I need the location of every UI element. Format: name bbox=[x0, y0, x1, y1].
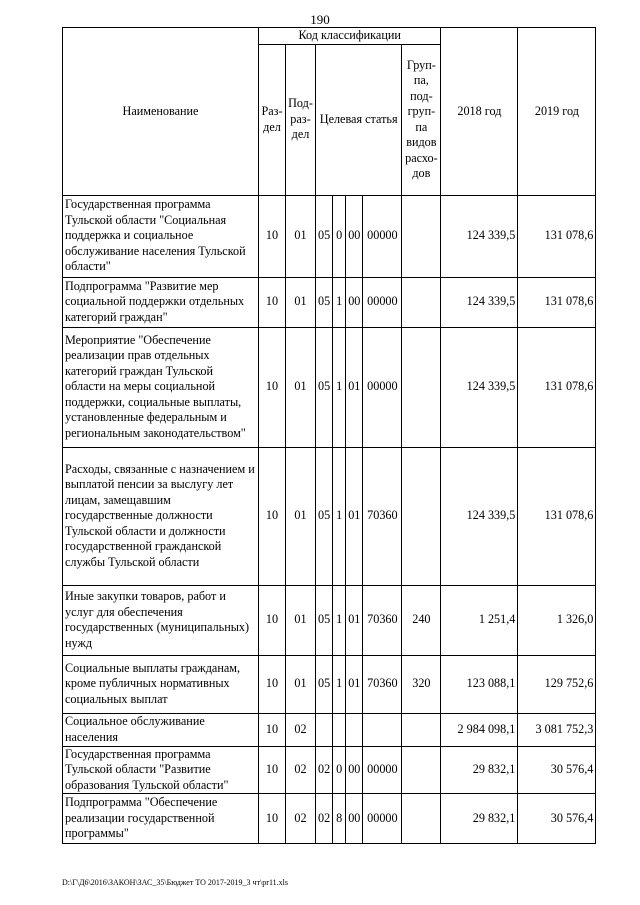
row-name: Социальное обслуживание населения bbox=[63, 713, 259, 746]
row-subsection: 01 bbox=[286, 277, 316, 327]
row-target-event: 01 bbox=[346, 655, 363, 713]
row-subsection: 01 bbox=[286, 655, 316, 713]
row-target-program: 05 bbox=[316, 447, 333, 585]
table-row bbox=[63, 794, 596, 844]
row-amount-2019: 131 078,6 bbox=[518, 447, 596, 585]
table-row bbox=[63, 447, 596, 585]
row-section: 10 bbox=[259, 655, 286, 713]
page-number: 190 bbox=[310, 12, 330, 27]
row-expense-group bbox=[402, 195, 441, 277]
header-year-2019: 2019 год bbox=[518, 28, 596, 196]
row-expense-group bbox=[402, 794, 441, 844]
row-target-subprogram bbox=[333, 713, 346, 746]
row-name: Расходы, связанные с назначением и выплатой пенсии за выслугу лет лицам, замещавшим государственные должности Тульской области и должности государственной гражданской службы Тульской области bbox=[63, 447, 259, 585]
row-section: 10 bbox=[259, 794, 286, 844]
row-name: Социальные выплаты гражданам, кроме публичных нормативных социальных выплат bbox=[63, 655, 259, 713]
row-section: 10 bbox=[259, 195, 286, 277]
row-target-subprogram: 1 bbox=[333, 655, 346, 713]
header-year-2018: 2018 год bbox=[441, 28, 518, 196]
row-amount-2019: 1 326,0 bbox=[518, 585, 596, 655]
row-target-program: 02 bbox=[316, 794, 333, 844]
row-target-subprogram: 1 bbox=[333, 277, 346, 327]
row-expense-group bbox=[402, 447, 441, 585]
table-row bbox=[63, 655, 596, 713]
row-target-event: 00 bbox=[346, 794, 363, 844]
row-target-subprogram: 1 bbox=[333, 585, 346, 655]
row-target-direction: 00000 bbox=[363, 746, 402, 794]
row-name: Иные закупки товаров, работ и услуг для обеспечения государственных (муниципальных) нужд bbox=[63, 585, 259, 655]
row-amount-2019: 30 576,4 bbox=[518, 794, 596, 844]
row-section: 10 bbox=[259, 447, 286, 585]
row-subsection: 01 bbox=[286, 327, 316, 447]
table-row bbox=[63, 746, 596, 794]
header-name: Наименование bbox=[63, 28, 259, 196]
row-target-direction: 00000 bbox=[363, 277, 402, 327]
row-amount-2018: 124 339,5 bbox=[441, 277, 518, 327]
row-amount-2018: 123 088,1 bbox=[441, 655, 518, 713]
row-target-direction: 70360 bbox=[363, 655, 402, 713]
row-expense-group bbox=[402, 746, 441, 794]
row-target-subprogram: 1 bbox=[333, 327, 346, 447]
header-subsection: Под- раз- дел bbox=[286, 44, 316, 195]
row-amount-2019: 129 752,6 bbox=[518, 655, 596, 713]
row-amount-2018: 124 339,5 bbox=[441, 447, 518, 585]
row-expense-group: 320 bbox=[402, 655, 441, 713]
row-target-subprogram: 1 bbox=[333, 447, 346, 585]
table-row bbox=[63, 195, 596, 277]
header-expense-group: Груп- па, под- груп- па видов расхо- дов bbox=[402, 44, 441, 195]
row-target-program: 05 bbox=[316, 327, 333, 447]
row-name: Мероприятие "Обеспечение реализации прав отдельных категорий граждан Тульской области на меры социальной поддержки, социальные выплаты, установленные федеральным и региональным законодательством" bbox=[63, 327, 259, 447]
row-amount-2019: 131 078,6 bbox=[518, 195, 596, 277]
row-expense-group bbox=[402, 277, 441, 327]
row-subsection: 02 bbox=[286, 794, 316, 844]
header-target-article: Целевая статья bbox=[316, 44, 402, 195]
header-section: Раз- дел bbox=[259, 44, 286, 195]
row-name: Государственная программа Тульской области "Развитие образования Тульской области" bbox=[63, 746, 259, 794]
budget-table bbox=[62, 27, 596, 844]
row-amount-2018: 124 339,5 bbox=[441, 327, 518, 447]
row-amount-2019: 131 078,6 bbox=[518, 277, 596, 327]
row-name: Подпрограмма "Обеспечение реализации государственной программы" bbox=[63, 794, 259, 844]
row-target-program: 05 bbox=[316, 277, 333, 327]
header-classification: Код классификации bbox=[259, 28, 441, 45]
row-target-event: 01 bbox=[346, 585, 363, 655]
row-section: 10 bbox=[259, 713, 286, 746]
row-expense-group: 240 bbox=[402, 585, 441, 655]
row-section: 10 bbox=[259, 277, 286, 327]
row-target-direction: 00000 bbox=[363, 794, 402, 844]
row-subsection: 02 bbox=[286, 746, 316, 794]
row-target-program: 05 bbox=[316, 195, 333, 277]
row-target-direction bbox=[363, 713, 402, 746]
row-subsection: 01 bbox=[286, 195, 316, 277]
row-target-direction: 70360 bbox=[363, 585, 402, 655]
row-expense-group bbox=[402, 327, 441, 447]
table-row bbox=[63, 327, 596, 447]
row-name: Подпрограмма "Развитие мер социальной поддержки отдельных категорий граждан" bbox=[63, 277, 259, 327]
table-row bbox=[63, 277, 596, 327]
row-target-subprogram: 8 bbox=[333, 794, 346, 844]
row-target-subprogram: 0 bbox=[333, 195, 346, 277]
row-amount-2019: 131 078,6 bbox=[518, 327, 596, 447]
row-target-direction: 70360 bbox=[363, 447, 402, 585]
row-amount-2019: 3 081 752,3 bbox=[518, 713, 596, 746]
row-amount-2018: 1 251,4 bbox=[441, 585, 518, 655]
row-target-program bbox=[316, 713, 333, 746]
row-amount-2018: 29 832,1 bbox=[441, 746, 518, 794]
row-amount-2018: 29 832,1 bbox=[441, 794, 518, 844]
row-target-event: 01 bbox=[346, 447, 363, 585]
row-name: Государственная программа Тульской области "Социальная поддержка и социальное обслуживание населения Тульской области" bbox=[63, 195, 259, 277]
table-row bbox=[63, 585, 596, 655]
row-amount-2019: 30 576,4 bbox=[518, 746, 596, 794]
row-expense-group bbox=[402, 713, 441, 746]
row-amount-2018: 2 984 098,1 bbox=[441, 713, 518, 746]
row-target-program: 05 bbox=[316, 655, 333, 713]
row-subsection: 02 bbox=[286, 713, 316, 746]
row-target-program: 02 bbox=[316, 746, 333, 794]
table-row bbox=[63, 713, 596, 746]
row-subsection: 01 bbox=[286, 585, 316, 655]
row-subsection: 01 bbox=[286, 447, 316, 585]
row-target-event: 00 bbox=[346, 277, 363, 327]
row-target-event bbox=[346, 713, 363, 746]
row-section: 10 bbox=[259, 327, 286, 447]
row-target-direction: 00000 bbox=[363, 195, 402, 277]
row-section: 10 bbox=[259, 585, 286, 655]
row-section: 10 bbox=[259, 746, 286, 794]
row-amount-2018: 124 339,5 bbox=[441, 195, 518, 277]
row-target-event: 00 bbox=[346, 746, 363, 794]
row-target-program: 05 bbox=[316, 585, 333, 655]
row-target-event: 01 bbox=[346, 327, 363, 447]
footer-file-path: D:\Г\Д6\2016\ЗАКОН\ЗАС_35\Бюджет ТО 2017-2019_3 чт\pr11.xls bbox=[62, 878, 288, 887]
row-target-event: 00 bbox=[346, 195, 363, 277]
row-target-direction: 00000 bbox=[363, 327, 402, 447]
row-target-subprogram: 0 bbox=[333, 746, 346, 794]
